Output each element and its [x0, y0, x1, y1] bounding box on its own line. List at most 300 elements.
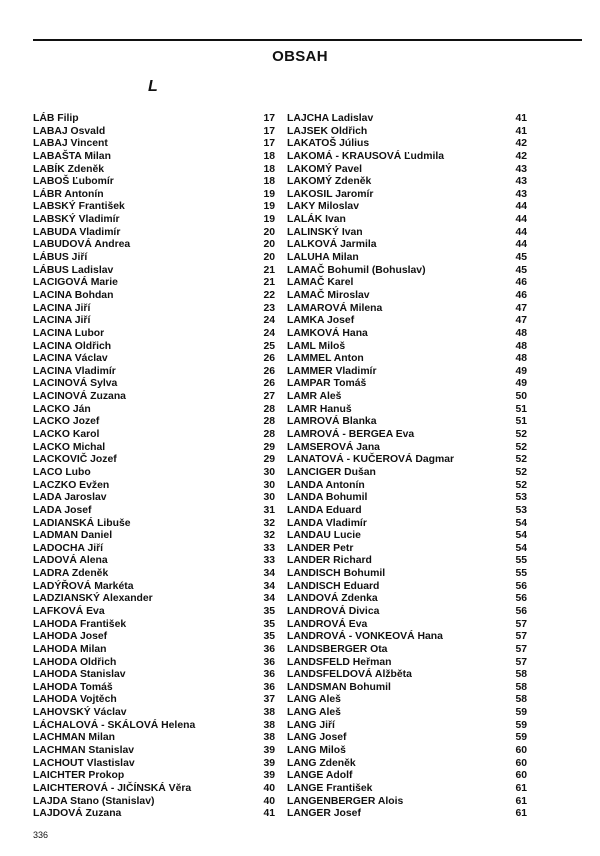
- entry-name: LAJSEK Oldřich: [287, 125, 368, 137]
- entry-page: 48: [515, 340, 527, 352]
- entry-name: LACINA Jiří: [33, 302, 91, 314]
- entry-page: 52: [515, 479, 527, 491]
- index-entry: [287, 694, 527, 707]
- index-entry: [287, 252, 527, 265]
- entry-page: 49: [515, 378, 527, 390]
- index-entry: [33, 783, 275, 796]
- index-entry: [33, 378, 275, 391]
- index-entry: [287, 126, 527, 139]
- entry-page: 51: [515, 403, 527, 415]
- index-entry: [287, 290, 527, 303]
- entry-name: LALUHA Milan: [287, 252, 359, 264]
- entry-page: 47: [515, 302, 527, 314]
- index-entry: [287, 783, 527, 796]
- entry-page: 20: [263, 239, 275, 251]
- entry-name: LÁBUS Ladislav: [33, 264, 114, 276]
- entry-name: LAMKA Josef: [287, 315, 355, 327]
- entry-page: 52: [515, 466, 527, 478]
- entry-name: LANDA Vladimír: [287, 517, 367, 529]
- entry-page: 59: [515, 732, 527, 744]
- entry-name: LACINA Václav: [33, 353, 108, 365]
- entry-page: 43: [515, 176, 527, 188]
- index-column-right: [287, 113, 527, 821]
- entry-page: 55: [515, 568, 527, 580]
- entry-name: LANDER Petr: [287, 542, 354, 554]
- entry-page: 59: [515, 707, 527, 719]
- index-entry: [287, 518, 527, 531]
- entry-name: LAJDOVÁ Zuzana: [33, 808, 122, 820]
- entry-name: LALÁK Ivan: [287, 214, 346, 226]
- index-entry: [287, 796, 527, 809]
- entry-page: 51: [515, 416, 527, 428]
- entry-name: LACKO Ján: [33, 403, 91, 415]
- entry-name: LÁCHALOVÁ - SKÁLOVÁ Helena: [33, 719, 196, 731]
- entry-name: LACHMAN Milan: [33, 732, 115, 744]
- entry-name: LADRA Zdeněk: [33, 568, 109, 580]
- entry-name: LÁBUS Jiří: [33, 252, 88, 264]
- entry-page: 34: [263, 593, 275, 605]
- entry-page: 46: [515, 289, 527, 301]
- entry-page: 34: [263, 568, 275, 580]
- entry-name: LACO Lubo: [33, 466, 91, 478]
- entry-page: 39: [263, 770, 275, 782]
- index-entry: [287, 454, 527, 467]
- entry-page: 44: [515, 226, 527, 238]
- index-entry: [33, 808, 275, 821]
- entry-name: LALINSKÝ Ivan: [287, 226, 363, 238]
- index-entry: [287, 720, 527, 733]
- entry-page: 54: [515, 517, 527, 529]
- index-entry: [287, 707, 527, 720]
- entry-page: 52: [515, 429, 527, 441]
- entry-page: 36: [263, 643, 275, 655]
- entry-name: LAMAROVÁ Milena: [287, 302, 383, 314]
- index-entry: [287, 492, 527, 505]
- entry-name: LADMAN Daniel: [33, 530, 113, 542]
- entry-page: 56: [515, 593, 527, 605]
- index-entry: [33, 341, 275, 354]
- entry-page: 27: [263, 391, 275, 403]
- entry-page: 36: [263, 669, 275, 681]
- entry-name: LACINOVÁ Sylva: [33, 378, 118, 390]
- entry-page: 52: [515, 441, 527, 453]
- index-entry: [33, 404, 275, 417]
- entry-page: 18: [263, 150, 275, 162]
- entry-name: LAKY Miloslav: [287, 201, 359, 213]
- entry-name: LADOCHA Jiří: [33, 542, 104, 554]
- entry-name: LAMROVÁ - BERGEA Eva: [287, 429, 415, 441]
- index-entry: [33, 277, 275, 290]
- entry-name: LAHODA Oldřich: [33, 656, 117, 668]
- entry-name: LAHODA Josef: [33, 631, 108, 643]
- index-entry: [33, 467, 275, 480]
- index-entry: [33, 189, 275, 202]
- entry-page: 32: [263, 517, 275, 529]
- entry-name: LANDSMAN Bohumil: [287, 681, 391, 693]
- entry-page: 35: [263, 631, 275, 643]
- index-entry: [287, 467, 527, 480]
- index-entry: [287, 366, 527, 379]
- index-entry: [287, 113, 527, 126]
- entry-page: 34: [263, 580, 275, 592]
- index-entry: [287, 758, 527, 771]
- entry-page: 56: [515, 580, 527, 592]
- entry-name: LÁB Filip: [33, 113, 79, 124]
- index-entry: [33, 770, 275, 783]
- entry-name: LACINA Vladimír: [33, 365, 116, 377]
- entry-page: 28: [263, 416, 275, 428]
- index-entry: [287, 808, 527, 821]
- index-entry: [33, 606, 275, 619]
- entry-page: 40: [263, 782, 275, 794]
- entry-name: LADIANSKÁ Libuše: [33, 517, 131, 529]
- entry-page: 28: [263, 429, 275, 441]
- entry-page: 40: [263, 795, 275, 807]
- index-entry: [287, 328, 527, 341]
- entry-page: 36: [263, 681, 275, 693]
- entry-page: 53: [515, 492, 527, 504]
- entry-name: LACKOVIČ Jozef: [33, 454, 117, 466]
- index-entry: [33, 543, 275, 556]
- entry-page: 61: [515, 782, 527, 794]
- entry-name: LAKOMÁ - KRAUSOVÁ Ľudmila: [287, 150, 445, 162]
- entry-page: 38: [263, 707, 275, 719]
- index-entry: [287, 189, 527, 202]
- entry-name: LAHOVSKÝ Václav: [33, 707, 127, 719]
- index-entry: [287, 657, 527, 670]
- entry-name: LADA Jaroslav: [33, 492, 107, 504]
- entry-name: LAMMEL Anton: [287, 353, 364, 365]
- index-entry: [33, 265, 275, 278]
- entry-name: LANGE Adolf: [287, 770, 353, 782]
- index-entry: [33, 682, 275, 695]
- index-entry: [33, 505, 275, 518]
- index-entry: [33, 416, 275, 429]
- section-letter: L: [148, 78, 158, 95]
- entry-name: LANDSBERGER Ota: [287, 643, 388, 655]
- entry-name: LABUDA Vladimír: [33, 226, 121, 238]
- entry-page: 38: [263, 719, 275, 731]
- entry-name: LAKATOŠ Július: [287, 138, 370, 150]
- index-entry: [287, 391, 527, 404]
- entry-page: 35: [263, 618, 275, 630]
- index-entry: [287, 669, 527, 682]
- entry-page: 18: [263, 176, 275, 188]
- entry-name: LAJCHA Ladislav: [287, 113, 374, 124]
- index-entry: [287, 644, 527, 657]
- entry-name: LANG Miloš: [287, 745, 346, 757]
- entry-name: LANDISCH Bohumil: [287, 568, 386, 580]
- index-entry: [33, 707, 275, 720]
- index-entry: [287, 745, 527, 758]
- index-entry: [33, 429, 275, 442]
- entry-name: LABSKÝ František: [33, 201, 125, 213]
- index-entry: [287, 619, 527, 632]
- index-entry: [33, 164, 275, 177]
- entry-name: LACKO Michal: [33, 441, 106, 453]
- entry-page: 17: [263, 138, 275, 150]
- entry-name: LANG Josef: [287, 732, 347, 744]
- index-entry: [33, 138, 275, 151]
- entry-page: 19: [263, 188, 275, 200]
- index-entry: [287, 201, 527, 214]
- entry-page: 21: [263, 264, 275, 276]
- index-entry: [287, 277, 527, 290]
- index-entry: [33, 113, 275, 126]
- entry-name: LAML Miloš: [287, 340, 346, 352]
- entry-name: LACINA Jiří: [33, 315, 91, 327]
- entry-name: LAMKOVÁ Hana: [287, 327, 368, 339]
- entry-page: 49: [515, 365, 527, 377]
- entry-name: LALKOVÁ Jarmila: [287, 239, 377, 251]
- index-entry: [33, 328, 275, 341]
- entry-name: LABSKÝ Vladimír: [33, 214, 120, 226]
- entry-page: 56: [515, 605, 527, 617]
- entry-name: LANCIGER Dušan: [287, 466, 376, 478]
- index-entry: [33, 745, 275, 758]
- entry-page: 47: [515, 315, 527, 327]
- entry-page: 31: [263, 504, 275, 516]
- entry-name: LANG Jiří: [287, 719, 335, 731]
- entry-name: LAICHTEROVÁ - JIČÍNSKÁ Věra: [33, 782, 192, 794]
- entry-name: LAHODA František: [33, 618, 127, 630]
- entry-name: LAFKOVÁ Eva: [33, 605, 105, 617]
- entry-page: 42: [515, 150, 527, 162]
- entry-page: 22: [263, 289, 275, 301]
- index-entry: [287, 151, 527, 164]
- entry-name: LAMAČ Bohumil (Bohuslav): [287, 264, 426, 276]
- page-number: 336: [33, 830, 49, 840]
- index-entry: [33, 657, 275, 670]
- entry-name: LANATOVÁ - KUČEROVÁ Dagmar: [287, 454, 455, 466]
- entry-page: 21: [263, 277, 275, 289]
- entry-page: 44: [515, 214, 527, 226]
- entry-page: 26: [263, 365, 275, 377]
- index-entry: [287, 227, 527, 240]
- index-entry: [33, 366, 275, 379]
- entry-page: 58: [515, 681, 527, 693]
- index-entry: [33, 492, 275, 505]
- index-entry: [33, 239, 275, 252]
- index-entry: [287, 631, 527, 644]
- entry-page: 54: [515, 542, 527, 554]
- entry-name: LADÝŘOVÁ Markéta: [33, 580, 134, 592]
- entry-page: 35: [263, 605, 275, 617]
- entry-page: 19: [263, 201, 275, 213]
- entry-name: LABUDOVÁ Andrea: [33, 239, 131, 251]
- entry-page: 54: [515, 530, 527, 542]
- entry-page: 59: [515, 719, 527, 731]
- entry-page: 60: [515, 745, 527, 757]
- entry-page: 30: [263, 466, 275, 478]
- entry-name: LAHODA Stanislav: [33, 669, 126, 681]
- entry-name: LAMMER Vladimír: [287, 365, 377, 377]
- index-entry: [33, 593, 275, 606]
- entry-name: LACZKO Evžen: [33, 479, 110, 491]
- index-entry: [287, 265, 527, 278]
- entry-page: 17: [263, 113, 275, 124]
- entry-page: 57: [515, 618, 527, 630]
- entry-name: LAKOMÝ Zdeněk: [287, 176, 372, 188]
- entry-page: 50: [515, 391, 527, 403]
- index-entry: [33, 694, 275, 707]
- header-rule: [33, 39, 582, 41]
- entry-page: 39: [263, 757, 275, 769]
- index-entry: [33, 442, 275, 455]
- entry-name: LAMR Hanuš: [287, 403, 352, 415]
- entry-page: 36: [263, 656, 275, 668]
- entry-page: 57: [515, 656, 527, 668]
- index-entry: [33, 555, 275, 568]
- index-entry: [287, 378, 527, 391]
- entry-name: LACKO Karol: [33, 429, 100, 441]
- entry-page: 25: [263, 340, 275, 352]
- entry-page: 41: [263, 808, 275, 820]
- index-entry: [287, 543, 527, 556]
- entry-page: 32: [263, 530, 275, 542]
- entry-name: LAHODA Vojtěch: [33, 694, 117, 706]
- index-entry: [33, 758, 275, 771]
- index-entry: [33, 303, 275, 316]
- index-entry: [33, 315, 275, 328]
- entry-page: 45: [515, 264, 527, 276]
- index-entry: [287, 581, 527, 594]
- entry-name: LANG Aleš: [287, 707, 341, 719]
- entry-name: LADOVÁ Alena: [33, 555, 108, 567]
- entry-page: 39: [263, 745, 275, 757]
- page-title: OBSAH: [272, 48, 328, 65]
- entry-name: LANDOVÁ Zdenka: [287, 593, 378, 605]
- entry-page: 57: [515, 631, 527, 643]
- entry-page: 48: [515, 327, 527, 339]
- entry-page: 42: [515, 138, 527, 150]
- entry-name: LAMPAR Tomáš: [287, 378, 367, 390]
- index-entry: [287, 138, 527, 151]
- index-entry: [287, 239, 527, 252]
- entry-name: LACINA Bohdan: [33, 289, 114, 301]
- entry-name: LABÍK Zdeněk: [33, 163, 105, 175]
- entry-page: 55: [515, 555, 527, 567]
- entry-name: LANDA Bohumil: [287, 492, 368, 504]
- entry-name: LANDA Antonín: [287, 479, 365, 491]
- index-entry: [287, 530, 527, 543]
- entry-name: LACHOUT Vlastislav: [33, 757, 135, 769]
- entry-page: 30: [263, 492, 275, 504]
- entry-page: 33: [263, 555, 275, 567]
- index-entry: [287, 341, 527, 354]
- entry-page: 45: [515, 252, 527, 264]
- index-entry: [33, 644, 275, 657]
- entry-page: 60: [515, 757, 527, 769]
- entry-page: 61: [515, 795, 527, 807]
- entry-page: 24: [263, 327, 275, 339]
- entry-page: 58: [515, 669, 527, 681]
- entry-page: 53: [515, 504, 527, 516]
- entry-name: LANDROVÁ - VONKEOVÁ Hana: [287, 631, 443, 643]
- entry-name: LAHODA Milan: [33, 643, 107, 655]
- entry-page: 41: [515, 125, 527, 137]
- index-entry: [33, 227, 275, 240]
- entry-name: LAICHTER Prokop: [33, 770, 125, 782]
- index-entry: [33, 176, 275, 189]
- entry-page: 61: [515, 808, 527, 820]
- entry-page: 26: [263, 353, 275, 365]
- index-entry: [33, 252, 275, 265]
- entry-name: LAHODA Tomáš: [33, 681, 113, 693]
- index-entry: [287, 732, 527, 745]
- entry-page: 41: [515, 113, 527, 124]
- index-entry: [33, 669, 275, 682]
- entry-name: LACHMAN Stanislav: [33, 745, 135, 757]
- index-entry: [287, 555, 527, 568]
- index-entry: [287, 164, 527, 177]
- entry-name: LAMAČ Miroslav: [287, 289, 370, 301]
- entry-name: LANGER Josef: [287, 808, 361, 820]
- entry-name: LADA Josef: [33, 504, 92, 516]
- index-entry: [33, 732, 275, 745]
- index-entry: [33, 126, 275, 139]
- entry-name: LAMSEROVÁ Jana: [287, 441, 380, 453]
- entry-name: LAMAČ Karel: [287, 277, 354, 289]
- entry-page: 20: [263, 252, 275, 264]
- entry-name: LAKOSIL Jaromír: [287, 188, 374, 200]
- entry-name: LANDROVÁ Divica: [287, 605, 380, 617]
- entry-page: 44: [515, 239, 527, 251]
- index-entry: [33, 581, 275, 594]
- index-entry: [287, 404, 527, 417]
- entry-name: LADZIANSKÝ Alexander: [33, 593, 153, 605]
- index-entry: [33, 631, 275, 644]
- index-entry: [287, 315, 527, 328]
- entry-page: 17: [263, 125, 275, 137]
- entry-page: 57: [515, 643, 527, 655]
- index-entry: [33, 518, 275, 531]
- index-entry: [287, 442, 527, 455]
- entry-page: 60: [515, 770, 527, 782]
- index-entry: [33, 530, 275, 543]
- index-entry: [287, 593, 527, 606]
- entry-name: LANDROVÁ Eva: [287, 618, 368, 630]
- entry-page: 48: [515, 353, 527, 365]
- index-column-left: [33, 113, 275, 821]
- entry-name: LAMROVÁ Blanka: [287, 416, 377, 428]
- entry-name: LAMR Aleš: [287, 391, 342, 403]
- entry-name: LANGE František: [287, 782, 373, 794]
- index-entry: [287, 568, 527, 581]
- index-entry: [287, 505, 527, 518]
- entry-page: 38: [263, 732, 275, 744]
- entry-page: 58: [515, 694, 527, 706]
- entry-page: 29: [263, 454, 275, 466]
- entry-name: LANG Zdeněk: [287, 757, 356, 769]
- entry-page: 30: [263, 479, 275, 491]
- entry-page: 23: [263, 302, 275, 314]
- index-entry: [287, 606, 527, 619]
- entry-name: LAKOMÝ Pavel: [287, 163, 363, 175]
- entry-name: LABAŠTA Milan: [33, 150, 111, 162]
- index-entry: [33, 720, 275, 733]
- index-entry: [33, 151, 275, 164]
- index-entry: [287, 353, 527, 366]
- entry-page: 46: [515, 277, 527, 289]
- entry-name: LACINA Oldřich: [33, 340, 112, 352]
- entry-page: 26: [263, 378, 275, 390]
- index-entry: [33, 568, 275, 581]
- entry-name: LABAJ Osvald: [33, 125, 106, 137]
- entry-page: 24: [263, 315, 275, 327]
- index-entry: [33, 214, 275, 227]
- index-entry: [33, 290, 275, 303]
